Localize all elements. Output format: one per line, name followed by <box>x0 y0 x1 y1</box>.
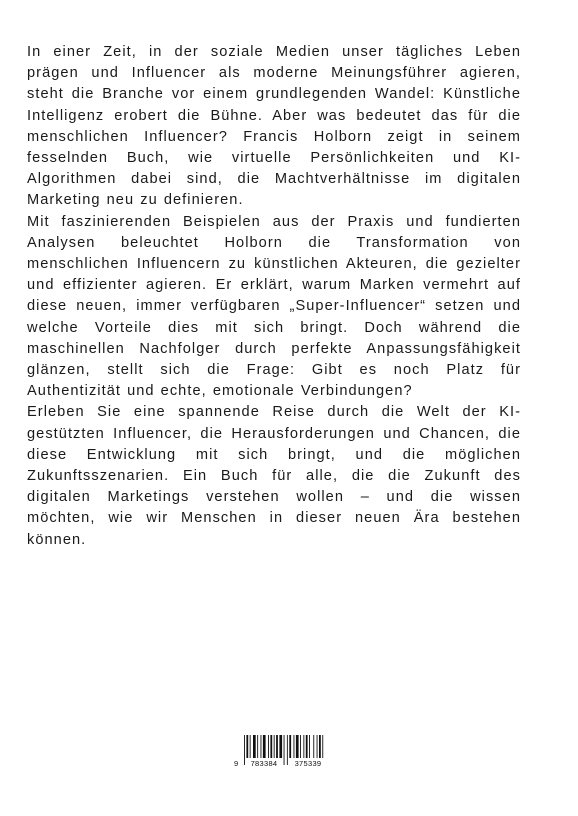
barcode-right-digits: 375339 <box>290 758 326 769</box>
barcode-bar <box>296 735 299 758</box>
back-cover-blurb <box>27 42 521 551</box>
blurb-paragraph-3: Erleben Sie eine spannende Reise durch die Welt der KI-gestützten Influencer, die Herausforderungen und Chancen, die diese Entwicklung mit sich bringt, und die möglichen Zukunftsszenarien. Ein Buch für alle, die die Zukunft des digitalen Marketings verstehen wollen – und die wissen möchten, wie wir Menschen in dieser neuen Ära bestehen können. <box>27 404 521 548</box>
barcode-bar <box>319 735 321 758</box>
blurb-paragraph-2: Mit faszinierenden Beispielen aus der Praxis und fundierten Analysen beleuchtet Holborn die Transformation von menschlichen Influencern zu künstlichen Akteuren, die gezielter und effizienter agieren. Er erklärt, warum Marken vermehrt auf diese neuen, immer verfügbaren „Super-Influencer“ setzen und welche Vorteile dies mit sich bringt. Doch während die maschinellen Nachfolger durch perfekte Anpassungsfähigkeit glänzen, stellt sich die Frage: Gibt es noch Platz für Authentizität und echte, emotionale Verbindungen? <box>27 213 521 400</box>
barcode-left-digits: 783384 <box>246 758 282 769</box>
barcode-bar <box>274 735 275 758</box>
barcode-bar <box>257 735 258 758</box>
isbn-barcode <box>236 735 338 769</box>
barcode-bar <box>244 735 245 765</box>
barcode-bar <box>303 735 304 758</box>
barcode-bar <box>289 735 291 758</box>
barcode-bar <box>263 735 266 758</box>
barcode-bar <box>309 735 310 758</box>
barcode-bar <box>287 735 288 765</box>
barcode-bar <box>306 735 308 758</box>
barcode-bar <box>279 735 282 758</box>
barcode-bar <box>250 735 251 758</box>
barcode-bar <box>270 735 272 758</box>
barcode-bar <box>300 735 301 758</box>
barcode-bar <box>317 735 318 758</box>
barcode-bar <box>253 735 256 758</box>
barcode-bar <box>294 735 295 758</box>
blurb-paragraph-1: In einer Zeit, in der soziale Medien unser tägliches Leben prägen und Influencer als moderne Meinungsführer agieren, steht die Branche vor einem grundlegenden Wandel: Künstliche Intelligenz erobert die Bühne. Aber was bedeutet das für die menschlichen Influencer? Francis Holborn zeigt in seinem fesselnden Buch, wie virtuelle Persönlichkeiten und KI-Algorithmen dabei sind, die Machtverhältnisse im digitalen Marketing neu zu definieren. <box>27 44 521 209</box>
barcode-bar <box>313 735 314 758</box>
barcode-bar <box>322 735 323 758</box>
barcode-bar <box>284 735 285 765</box>
barcode-bar <box>268 735 269 758</box>
barcode-bar <box>261 735 262 758</box>
barcode-bar <box>246 735 248 758</box>
barcode-bar <box>276 735 278 758</box>
barcode-first-digit: 9 <box>234 759 239 768</box>
